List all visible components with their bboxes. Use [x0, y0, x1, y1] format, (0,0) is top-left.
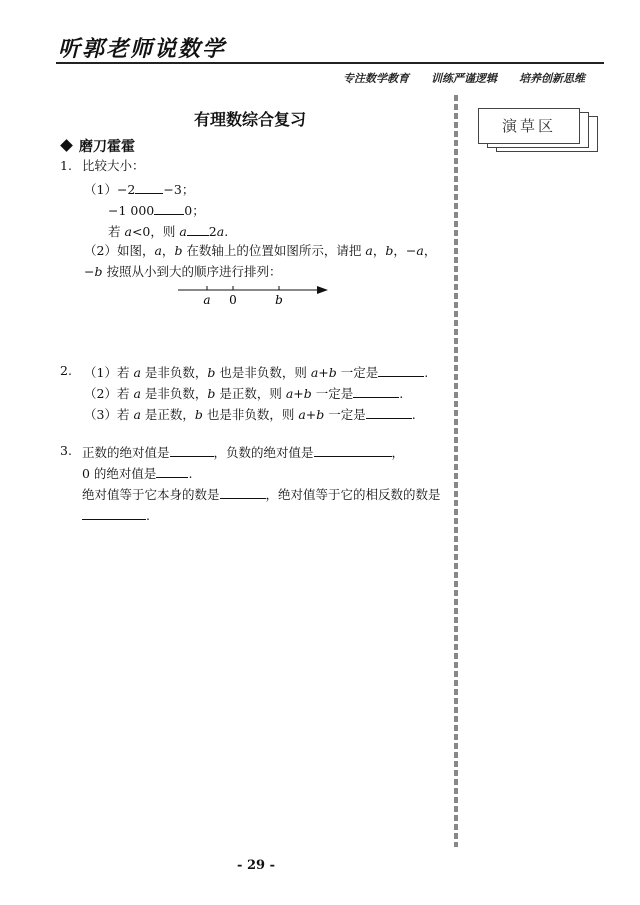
q1-part2-tag: （2） — [84, 243, 117, 258]
var-b: b — [316, 407, 325, 422]
q1-p1b-left: −1 000 — [108, 203, 155, 218]
q2-tag: （3） — [84, 407, 117, 422]
text: . — [188, 466, 193, 481]
q2-row-3 — [84, 407, 416, 422]
text: 是非负数， — [140, 365, 208, 380]
text: ，− — [393, 243, 417, 258]
text: <0，则 — [131, 224, 180, 239]
draft-card-front — [478, 108, 580, 144]
var-a: a — [216, 224, 225, 239]
text: 按照从小到大的顺序进行排列： — [102, 264, 282, 279]
slogan-1: 专注数学教育 — [343, 72, 409, 85]
var-b: b — [207, 365, 216, 380]
text: ， — [391, 445, 405, 460]
q1-part1-line-c — [108, 224, 228, 239]
answer-blank[interactable] — [82, 508, 146, 520]
text: 一定是 — [336, 365, 379, 380]
text: . — [411, 407, 416, 422]
text: 绝对值等于它本身的数是 — [82, 487, 220, 502]
diamond-icon — [60, 139, 73, 152]
q1-part2-line-2 — [84, 266, 281, 279]
q2-row-2 — [84, 386, 403, 401]
q2-tag: （2） — [84, 386, 117, 401]
var-b: b — [94, 264, 103, 279]
text: . — [424, 365, 429, 380]
text: . — [224, 224, 229, 239]
answer-blank[interactable] — [135, 182, 163, 194]
header-title: 听郭老师说数学 — [58, 36, 227, 62]
q3-line-1 — [82, 445, 404, 460]
q1-part1-tag: （1） — [84, 182, 117, 197]
text: 2 — [208, 224, 217, 239]
var-a: a — [133, 386, 141, 401]
text: ， — [372, 243, 386, 258]
answer-blank[interactable] — [187, 224, 209, 236]
q1-part1-line-a — [84, 182, 194, 197]
var-b: b — [174, 243, 183, 258]
var-b: b — [385, 243, 394, 258]
text: 是正数， — [140, 407, 195, 422]
slogan-2: 训练严谨逻辑 — [431, 72, 497, 85]
text: . — [399, 386, 404, 401]
section-heading-text: 磨刀霍霍 — [79, 139, 135, 155]
text: 若 — [116, 386, 134, 401]
var-b: b — [303, 386, 312, 401]
var-a: a — [154, 243, 162, 258]
column-divider — [454, 95, 458, 847]
slogan-3: 培养创新思维 — [519, 72, 585, 85]
answer-blank[interactable] — [378, 365, 424, 377]
text: 一定是 — [311, 386, 354, 401]
answer-blank[interactable] — [154, 203, 184, 215]
q1-p1a-left: −2 — [116, 182, 136, 197]
q2-number: 2. — [60, 363, 72, 378]
text: 若 — [108, 224, 125, 239]
axis-label-a: a — [203, 293, 211, 307]
text: 是非负数， — [140, 386, 208, 401]
axis-label-b: b — [275, 293, 283, 307]
var-b: b — [328, 365, 337, 380]
var-a: a — [133, 365, 141, 380]
var-a: a — [124, 224, 132, 239]
text: 0 的绝对值是 — [82, 466, 157, 481]
answer-blank[interactable] — [353, 386, 399, 398]
text: ，负数的绝对值是 — [213, 445, 314, 460]
q1-number: 1. — [60, 158, 72, 173]
answer-blank[interactable] — [366, 407, 412, 419]
text: . — [146, 508, 150, 523]
page-number: - 29 - — [237, 858, 275, 873]
text: 在数轴上的位置如图所示，请把 — [182, 243, 366, 258]
text: 也是非负数，则 — [202, 407, 299, 422]
q1-p1b-right: 0； — [184, 203, 205, 218]
var-a: a — [285, 386, 294, 401]
q3-number: 3. — [60, 443, 72, 458]
var-a: a — [133, 407, 141, 422]
var-a: a — [310, 365, 319, 380]
page-title: 有理数综合复习 — [193, 110, 306, 129]
draft-area-label: 演草区 — [501, 117, 556, 135]
answer-blank[interactable] — [170, 445, 214, 457]
q1-p1a-right: −3； — [163, 182, 195, 197]
answer-blank[interactable] — [220, 487, 266, 499]
text: + — [318, 365, 329, 380]
answer-blank[interactable] — [156, 466, 188, 478]
answer-blank[interactable] — [314, 445, 392, 457]
text: 一定是 — [324, 407, 366, 422]
text: ， — [423, 243, 437, 258]
text: 是正数，则 — [215, 386, 286, 401]
var-a: a — [365, 243, 373, 258]
q3-line-2 — [82, 466, 192, 481]
q2-tag: （1） — [84, 365, 117, 380]
q1-part1-line-b — [108, 203, 205, 218]
number-line — [170, 280, 340, 310]
text: 若 — [116, 365, 134, 380]
q3-line-3 — [82, 487, 441, 502]
text: 如图， — [116, 243, 155, 258]
text: + — [305, 407, 317, 422]
text: − — [84, 264, 95, 279]
q2-row-1 — [84, 365, 428, 380]
q3-line-4 — [82, 508, 150, 523]
arrow-right-icon — [317, 286, 328, 294]
q1-stem: 比较大小： — [82, 158, 145, 173]
section-heading — [62, 136, 135, 156]
var-b: b — [207, 386, 216, 401]
var-a: a — [179, 224, 187, 239]
text: + — [293, 386, 304, 401]
text: ，绝对值等于它的相反数的数是 — [265, 487, 441, 502]
q1-part2-line-1 — [84, 245, 436, 258]
draft-area-tag — [478, 108, 600, 154]
var-a: a — [298, 407, 306, 422]
text: ， — [161, 243, 175, 258]
text: 也是非负数，则 — [215, 365, 311, 380]
var-b: b — [194, 407, 203, 422]
var-a: a — [416, 243, 424, 258]
header-rule — [56, 62, 604, 64]
text: 正数的绝对值是 — [82, 445, 170, 460]
axis-label-zero: 0 — [229, 293, 237, 307]
text: 若 — [116, 407, 134, 422]
